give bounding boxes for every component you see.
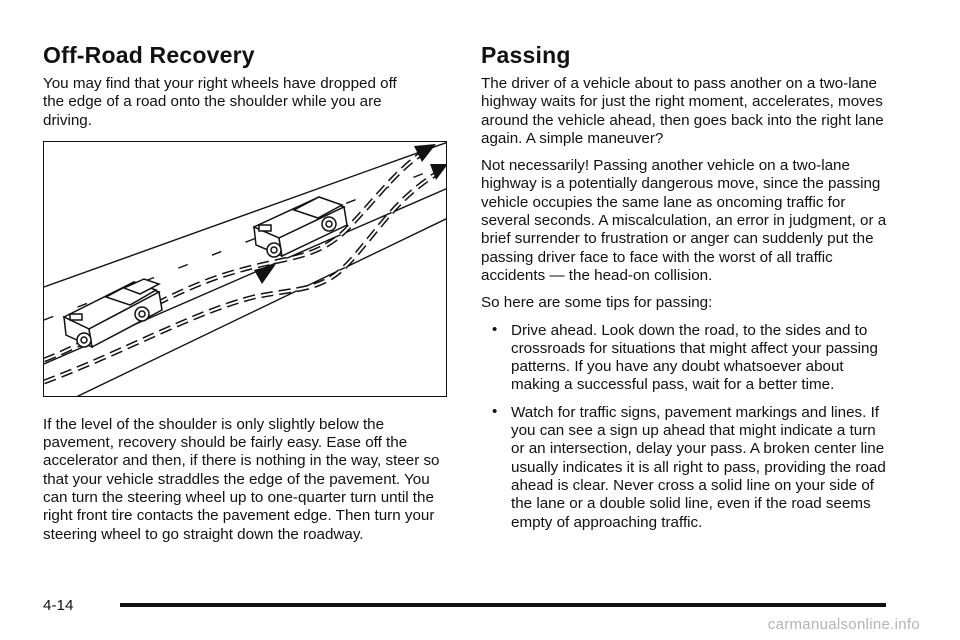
bullet-icon: •: [492, 320, 498, 338]
passing-tips-intro: So here are some tips for passing:: [481, 294, 713, 312]
arrowhead: [254, 264, 276, 284]
off-road-intro-paragraph: You may find that your right wheels have dropped off the edge of a road onto the shoulder while you are driving.: [43, 75, 397, 129]
list-item: [481, 404, 886, 532]
off-road-body-paragraph: If the level of the shoulder is only slightly below the pavement, recovery should be fairly easy. Ease off the accelerator and then, if there is nothing in the way, steer so that your vehicle straddles the edge of the pavement. You can turn the steering wheel up to one-quarter turn until the right front tire contacts the pavement edge. Then turn your steering wheel to go straight down the roadway.: [43, 415, 440, 543]
passing-tips-list: [481, 322, 891, 532]
tip-text: Watch for traffic signs, pavement markings and lines. If you can see a sign up ahead that might indicate a turn or an intersection, delay your pass. A broken center line usually indicates it is all right to pass, providing the road ahead is clear. Never cross a solid line on your side of the lane or a double solid line, even if the road seems empty of approaching traffic.: [511, 403, 886, 531]
passing-paragraph: Not necessarily! Passing another vehicle on a two-lane highway is a potentially dangerous move, since the passing vehicle occupies the same lane as oncoming traffic for several seconds. A miscalculation, an error in judgment, or a brief surrender to frustration or anger can suddenly put the passing driver face to face with the worst of all traffic accidents — the head-on collision.: [481, 157, 887, 284]
passing-illustration: [43, 141, 447, 397]
left-column: [43, 40, 448, 544]
bullet-icon: •: [492, 402, 498, 420]
road-diagram: [44, 142, 447, 397]
watermark: carmanualsonline.info: [767, 616, 920, 633]
footer-divider: [120, 603, 886, 607]
list-item: [481, 322, 886, 395]
path-trail: [44, 172, 439, 382]
section-title-off-road-recovery: Off-Road Recovery: [43, 42, 255, 68]
passing-paragraph: The driver of a vehicle about to pass another on a two-lane highway waits for just the right moment, accelerates, moves around the vehicle ahead, then goes back into the right lane again. A simple maneuver?: [481, 75, 884, 147]
section-title-passing: Passing: [481, 42, 571, 68]
tip-text: Drive ahead. Look down the road, to the sides and to crossroads for situations that might affect your passing patterns. If you have any doubt whatsoever about making a successful pass, wait for a better time.: [511, 321, 878, 394]
right-column: [481, 40, 891, 541]
page-number: 4-14: [43, 597, 74, 614]
